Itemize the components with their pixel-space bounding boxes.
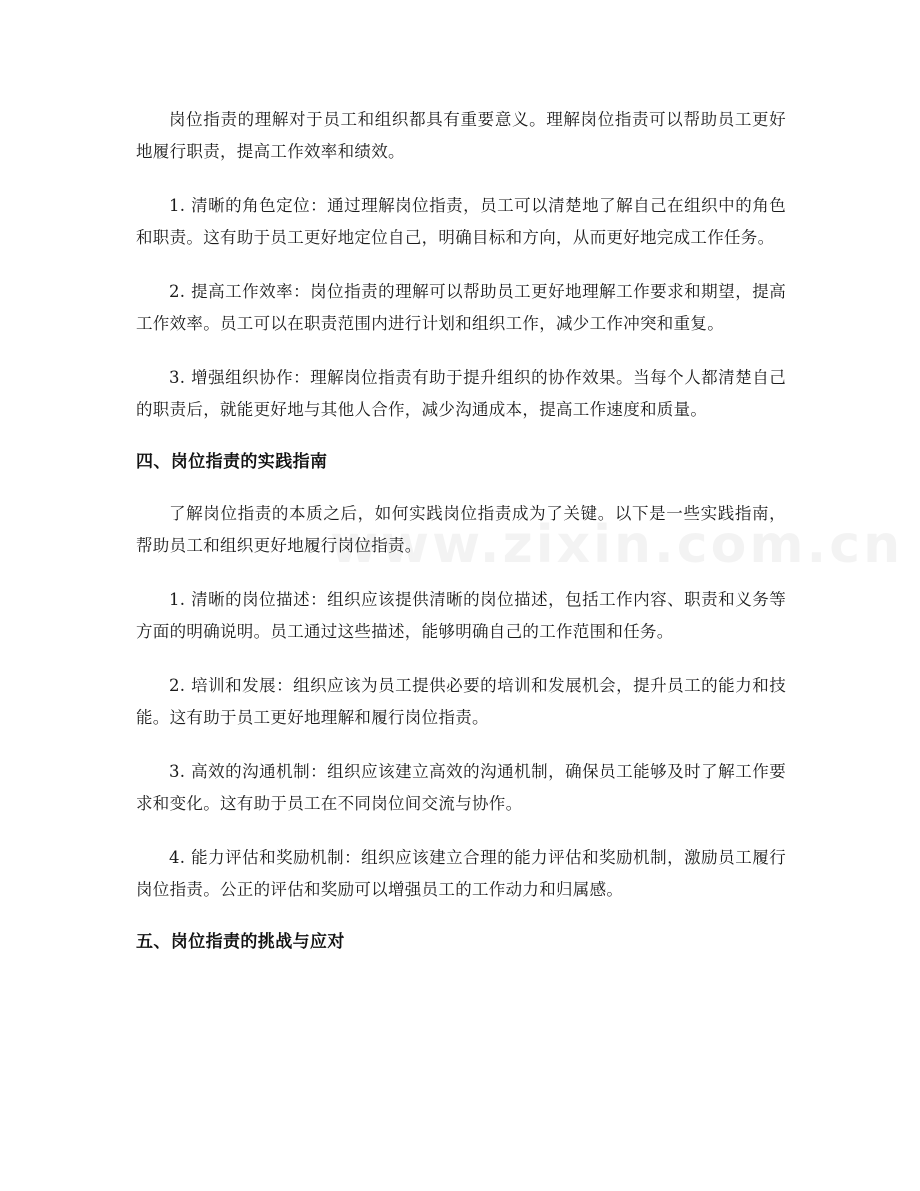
- point-role-positioning: 1. 清晰的角色定位：通过理解岗位指责，员工可以清楚地了解自己在组织中的角色和职责。这有助于员工更好地定位自己，明确目标和方向，从而更好地完成工作任务。: [136, 196, 786, 247]
- section-4-heading: 四、岗位指责的实践指南: [136, 452, 328, 472]
- guide-communication: 3. 高效的沟通机制：组织应该建立高效的沟通机制，确保员工能够及时了解工作要求和变化。这有助于员工在不同岗位间交流与协作。: [136, 762, 786, 813]
- section-4-intro: 了解岗位指责的本质之后，如何实践岗位指责成为了关键。以下是一些实践指南，帮助员工和组织更好地履行岗位指责。: [136, 504, 786, 555]
- point-work-efficiency: 2. 提高工作效率：岗位指责的理解可以帮助员工更好地理解工作要求和期望，提高工作效率。员工可以在职责范围内进行计划和组织工作，减少工作冲突和重复。: [136, 282, 786, 333]
- guide-evaluation-reward: 4. 能力评估和奖励机制：组织应该建立合理的能力评估和奖励机制，激励员工履行岗位指责。公正的评估和奖励可以增强员工的工作动力和归属感。: [136, 848, 786, 899]
- guide-job-description: 1. 清晰的岗位描述：组织应该提供清晰的岗位描述，包括工作内容、职责和义务等方面的明确说明。员工通过这些描述，能够明确自己的工作范围和任务。: [136, 590, 786, 641]
- document-body: [136, 104, 786, 958]
- guide-training: 2. 培训和发展：组织应该为员工提供必要的培训和发展机会，提升员工的能力和技能。这有助于员工更好地理解和履行岗位指责。: [136, 676, 786, 727]
- section-5-heading: 五、岗位指责的挑战与应对: [136, 932, 345, 952]
- intro-paragraph: 岗位指责的理解对于员工和组织都具有重要意义。理解岗位指责可以帮助员工更好地履行职责，提高工作效率和绩效。: [136, 110, 786, 161]
- point-collaboration: 3. 增强组织协作：理解岗位指责有助于提升组织的协作效果。当每个人都清楚自己的职责后，就能更好地与其他人合作，减少沟通成本，提高工作速度和质量。: [136, 368, 786, 419]
